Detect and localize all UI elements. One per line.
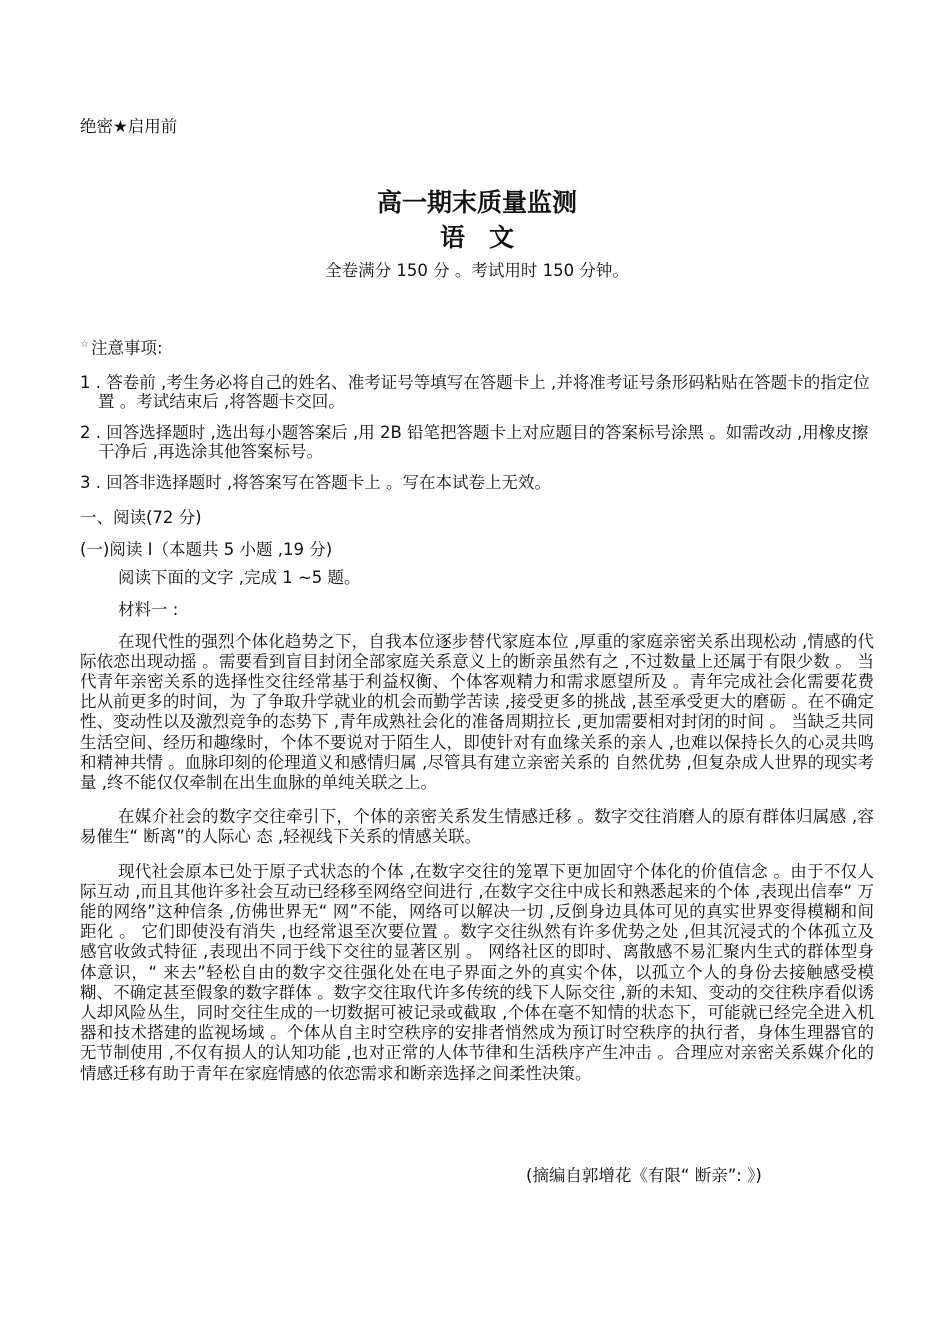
exam-title: 高一期末质量监测: [376, 188, 577, 217]
material-paragraph: 在现代性的强烈个体化趋势之下，自我本位逐步替代家庭本位 ,厚重的家庭亲密关系出现松动 ,情感的代际依恋出现动摇 。需要看到盲目封闭全部家庭关系意义上的断亲虽然有之 ,不过数量上还属于有限少数 。 当代青年亲密关系的选择性交往经常基于利益权衡、个体客观精力和需求愿望所及 。青年完成社会化需要花费比从前更多的时间，为 了争取升学就业的机会而勤学苦读 ,接受更多的挑战 ,甚至承受更大的磨砺 。在不确定性、变动性以及激烈竞争的态势下 ,青年成熟社会化的准备周期拉长 ,更加需要相对封闭的时间 。 当缺乏共同生活空间、经历和趣缘时，个体不要说对于陌生人，即使针对有血缘关系的亲人 ,也难以保持长久的心灵共鸣和精神共情 。血脉印刻的伦理道义和感情归属 ,尽管具有建立亲密关系的 自然优势 ,但复杂成人世界的现实考量 ,终不能仅仅牵制在出生血脉的单纯关联之上。: [80, 631, 874, 792]
material-label: 材料一 :: [118, 599, 179, 619]
section-heading: 一、阅读(72 分): [80, 507, 202, 527]
note-item: 3 . 回答非选择题时 ,将答案写在答题卡上 。写在本试卷上无效。: [80, 472, 551, 492]
notes-heading-row: [80, 335, 874, 359]
confidential-label: 绝密★启用前: [80, 117, 178, 136]
source-citation: (摘编自郭增花《有限“ 断亲”: 》): [526, 1165, 762, 1185]
subject-title: 语文: [439, 223, 538, 252]
material-paragraph: 在媒介社会的数字交往牵引下，个体的亲密关系发生情感迁移 。数字交往消磨人的原有群体归属感 ,容易催生“ 断离”的人际心 态 ,轻视线下关系的情感关联。: [80, 807, 874, 847]
exam-meta: 全卷满分 150 分 。考试用时 150 分钟。: [325, 261, 629, 280]
reading-instruction: 阅读下面的文字 ,完成 1 ~5 题。: [118, 567, 361, 587]
note-item: 1 . 答卷前 ,考生务必将自己的姓名、准考证号等填写在答题卡上 ,并将准考证号条形码粘贴在答题卡的指定位置 。考试结束后 ,将答题卡交回。: [80, 372, 870, 411]
subsection-heading: (一)阅读 I（本题共 5 小题 ,19 分): [80, 539, 333, 559]
note-item: 2 . 回答选择题时 ,选出每小题答案后 ,用 2B 铅笔把答题卡上对应题目的答案标号涂黑 。如需改动 ,用橡皮擦干净后 ,再选涂其他答案标号。: [80, 422, 869, 461]
notes-heading: 注意事项:: [90, 338, 163, 358]
material-paragraph: 现代社会原本已处于原子式状态的个体 ,在数字交往的笼罩下更加固守个体化的价值信念 。由于不仅人际互动 ,而且其他许多社会互动已经移至网络空间进行 ,在数字交往中成长和熟悉起来的个体 ,表现出信奉“ 万能的网络”这种信条 ,仿佛世界无“ 网”不能，网络可以解决一切 ,反倒身边具体可见的真实世界变得模糊和间距化 。 它们即使没有消失 ,也经常退至次要位置 。数字交往纵然有许多优势之处 ,但其沉浸式的个体孤立及感官收敛式特征 ,表现出不同于线下交往的显著区别 。 网络社区的即时、离散感不易汇聚内生式的群体型身体意识，“ 来去”轻松自由的数字交往强化处在电子界面之外的真实个体，以孤立个人的身份去接触感受模糊、不确定甚至假象的数字群体 。数字交往取代许多传统的线下人际交往 ,新的未知、变动的交往秩序看似诱人却风险丛生，同时交往生成的一切数据可被记录或截取 ,个体在毫不知情的状态下，可能就已经完全进入机器和技术搭建的监视场域 。个体从自主时空秩序的安排者悄然成为预订时空秩序的执行者，身体生理器官的无节制使用 ,不仅有损人的认知功能 ,也对正常的人体节律和生活秩序产生冲击 。合理应对亲密关系媒介化的情感迁移有助于青年在家庭情感的依恋需求和断亲选择之间柔性决策。: [80, 861, 874, 1083]
asterisk-icon: ☆: [80, 339, 89, 350]
